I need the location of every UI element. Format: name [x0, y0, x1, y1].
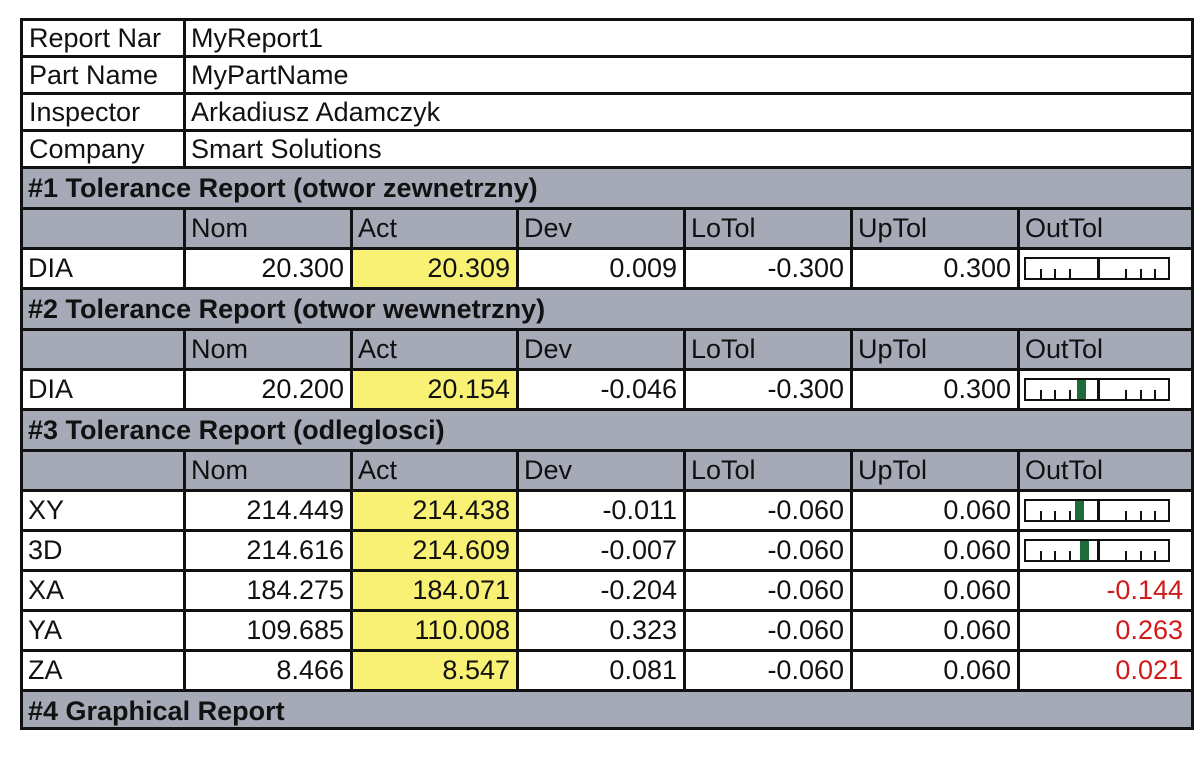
- header-outtol: OutTol: [1020, 210, 1191, 247]
- feature-cell: XY: [23, 492, 186, 529]
- info-row: [23, 21, 1191, 58]
- gauge-center-line: [1097, 380, 1100, 399]
- feature-cell: 3D: [23, 532, 186, 569]
- section-title: #1 Tolerance Report (otwor zewnetrzny): [28, 173, 538, 203]
- header-uptol: UpTol: [853, 210, 1020, 247]
- info-label: Report Nar: [23, 21, 186, 55]
- dev-cell: -0.046: [519, 371, 686, 408]
- nom-cell: 8.466: [186, 652, 353, 689]
- table-row: [23, 652, 1191, 692]
- uptol-cell: 0.060: [853, 492, 1020, 529]
- nom-cell: 214.449: [186, 492, 353, 529]
- act-cell: 20.309: [353, 250, 519, 287]
- report-info-block: [23, 21, 1191, 169]
- info-row: [23, 132, 1191, 169]
- gauge-tick: [1069, 511, 1071, 520]
- column-header-row: [23, 331, 1191, 371]
- gauge-tick: [1054, 551, 1056, 560]
- feature-cell: YA: [23, 612, 186, 649]
- dev-cell: -0.011: [519, 492, 686, 529]
- info-value: Arkadiusz Adamczyk: [191, 97, 441, 127]
- feature-cell: ZA: [23, 652, 186, 689]
- act-cell: 20.154: [353, 371, 519, 408]
- feature-cell: XA: [23, 572, 186, 609]
- uptol-cell: 0.300: [853, 250, 1020, 287]
- nom-cell: 20.200: [186, 371, 353, 408]
- gauge-tick: [1125, 511, 1127, 520]
- header-blank: [23, 452, 186, 489]
- tolerance-gauge: [1024, 378, 1170, 401]
- gauge-tick: [1125, 551, 1127, 560]
- outtol-cell: [1020, 532, 1191, 569]
- lotol-cell: -0.060: [686, 652, 853, 689]
- lotol-cell: -0.300: [686, 371, 853, 408]
- uptol-cell: 0.060: [853, 572, 1020, 609]
- header-lotol: LoTol: [686, 210, 853, 247]
- table-row: [23, 250, 1191, 290]
- info-row: [23, 95, 1191, 132]
- act-cell: 214.438: [353, 492, 519, 529]
- table-row: [23, 572, 1191, 612]
- info-label: Company: [23, 132, 186, 166]
- header-dev: Dev: [519, 452, 686, 489]
- tolerance-gauge: [1024, 499, 1170, 522]
- gauge-tick: [1040, 551, 1042, 560]
- uptol-cell: 0.300: [853, 371, 1020, 408]
- gauge-tick: [1125, 390, 1127, 399]
- section-title: #2 Tolerance Report (otwor wewnetrzny): [28, 294, 546, 324]
- dev-cell: 0.009: [519, 250, 686, 287]
- outtol-cell: [1020, 250, 1191, 287]
- gauge-tick: [1069, 269, 1071, 278]
- outtol-cell: -0.144: [1020, 572, 1191, 609]
- header-lotol: LoTol: [686, 452, 853, 489]
- outtol-cell: 0.021: [1020, 652, 1191, 689]
- gauge-tick: [1140, 390, 1142, 399]
- gauge-tick: [1069, 390, 1071, 399]
- header-dev: Dev: [519, 210, 686, 247]
- lotol-cell: -0.060: [686, 572, 853, 609]
- header-blank: [23, 331, 186, 368]
- header-uptol: UpTol: [853, 331, 1020, 368]
- table-row: [23, 612, 1191, 652]
- feature-cell: DIA: [23, 250, 186, 287]
- header-lotol: LoTol: [686, 331, 853, 368]
- info-value: MyReport1: [191, 23, 324, 53]
- gauge-tick: [1040, 269, 1042, 278]
- info-label: Part Name: [23, 58, 186, 92]
- table-row: [23, 492, 1191, 532]
- section-header: [23, 169, 1191, 210]
- gauge-tick: [1054, 269, 1056, 278]
- act-cell: 110.008: [353, 612, 519, 649]
- gauge-marker: [1077, 380, 1086, 399]
- nom-cell: 214.616: [186, 532, 353, 569]
- section-header: [23, 290, 1191, 331]
- header-nom: Nom: [186, 452, 353, 489]
- uptol-cell: 0.060: [853, 532, 1020, 569]
- gauge-center-line: [1097, 259, 1100, 278]
- dev-cell: 0.323: [519, 612, 686, 649]
- outtol-cell: [1020, 492, 1191, 529]
- nom-cell: 20.300: [186, 250, 353, 287]
- gauge-tick: [1154, 551, 1156, 560]
- gauge-tick: [1054, 511, 1056, 520]
- info-label: Inspector: [23, 95, 186, 129]
- gauge-tick: [1040, 390, 1042, 399]
- gauge-center-line: [1097, 541, 1100, 560]
- dev-cell: 0.081: [519, 652, 686, 689]
- gauge-marker: [1080, 541, 1089, 560]
- outtol-cell: 0.263: [1020, 612, 1191, 649]
- lotol-cell: -0.300: [686, 250, 853, 287]
- gauge-marker: [1075, 501, 1084, 520]
- column-header-row: [23, 210, 1191, 250]
- tolerance-gauge: [1024, 539, 1170, 562]
- lotol-cell: -0.060: [686, 532, 853, 569]
- gauge-tick: [1054, 390, 1056, 399]
- uptol-cell: 0.060: [853, 612, 1020, 649]
- info-row: [23, 58, 1191, 95]
- outtol-cell: [1020, 371, 1191, 408]
- header-outtol: OutTol: [1020, 452, 1191, 489]
- gauge-tick: [1140, 269, 1142, 278]
- tolerance-gauge: [1024, 257, 1170, 280]
- lotol-cell: -0.060: [686, 492, 853, 529]
- act-cell: 184.071: [353, 572, 519, 609]
- dev-cell: -0.007: [519, 532, 686, 569]
- info-value: Smart Solutions: [191, 134, 382, 164]
- nom-cell: 184.275: [186, 572, 353, 609]
- header-uptol: UpTol: [853, 452, 1020, 489]
- header-dev: Dev: [519, 331, 686, 368]
- header-act: Act: [353, 452, 519, 489]
- gauge-tick: [1040, 511, 1042, 520]
- feature-cell: DIA: [23, 371, 186, 408]
- header-act: Act: [353, 210, 519, 247]
- header-blank: [23, 210, 186, 247]
- act-cell: 214.609: [353, 532, 519, 569]
- lotol-cell: -0.060: [686, 612, 853, 649]
- dev-cell: -0.204: [519, 572, 686, 609]
- report-sections: [23, 169, 1191, 692]
- header-nom: Nom: [186, 210, 353, 247]
- graphical-report-title: #4 Graphical Report: [28, 696, 285, 726]
- tolerance-report-sheet: [20, 18, 1194, 730]
- info-value: MyPartName: [191, 60, 349, 90]
- column-header-row: [23, 452, 1191, 492]
- gauge-tick: [1125, 269, 1127, 278]
- section-title: #3 Tolerance Report (odleglosci): [28, 415, 445, 445]
- gauge-tick: [1154, 269, 1156, 278]
- gauge-center-line: [1097, 501, 1100, 520]
- uptol-cell: 0.060: [853, 652, 1020, 689]
- graphical-report-section: [23, 692, 1191, 730]
- act-cell: 8.547: [353, 652, 519, 689]
- table-row: [23, 532, 1191, 572]
- gauge-tick: [1140, 551, 1142, 560]
- gauge-tick: [1069, 551, 1071, 560]
- header-act: Act: [353, 331, 519, 368]
- table-row: [23, 371, 1191, 411]
- nom-cell: 109.685: [186, 612, 353, 649]
- section-header: [23, 411, 1191, 452]
- gauge-tick: [1154, 390, 1156, 399]
- header-nom: Nom: [186, 331, 353, 368]
- header-outtol: OutTol: [1020, 331, 1191, 368]
- gauge-tick: [1154, 511, 1156, 520]
- gauge-tick: [1140, 511, 1142, 520]
